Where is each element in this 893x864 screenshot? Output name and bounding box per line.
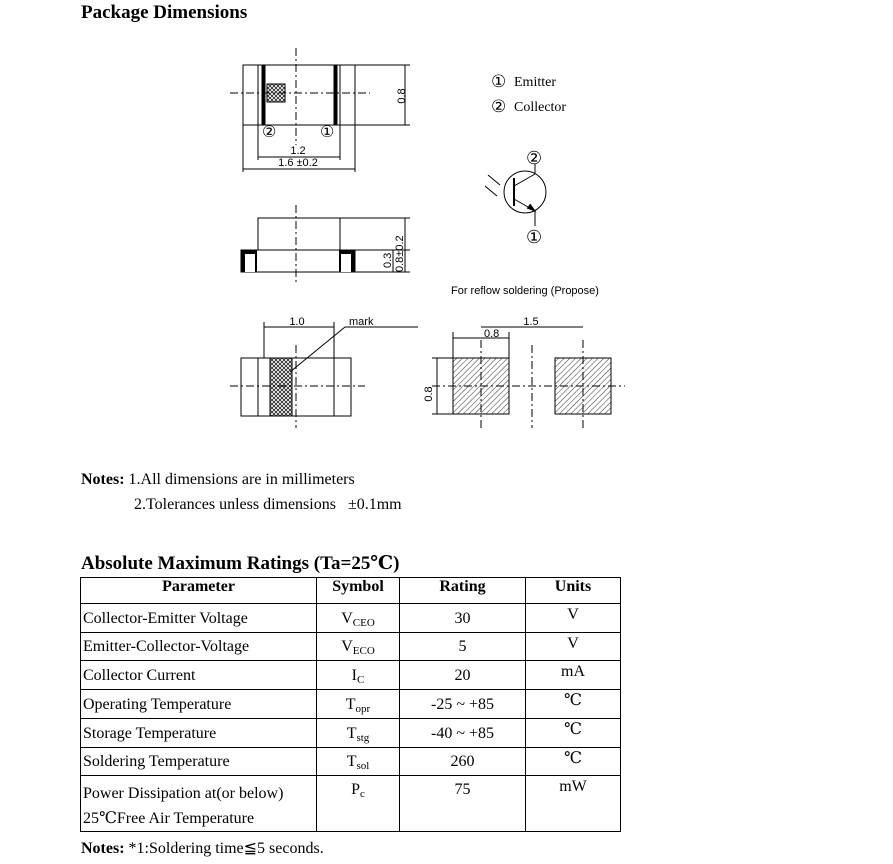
notes-line2: 2.Tolerances unless dimensions ±0.1mm bbox=[134, 496, 402, 513]
row-symbol: VECO bbox=[317, 633, 400, 661]
legend-pin1-num: ① bbox=[491, 72, 507, 91]
symbol-pin2: ② bbox=[526, 148, 543, 168]
pad-pin2: ② bbox=[262, 124, 277, 141]
row-unit: ℃ bbox=[526, 719, 621, 748]
table-row bbox=[81, 633, 621, 661]
dim-08-top: 0.8 bbox=[396, 88, 408, 104]
row-rating: -25 ~ +85 bbox=[400, 690, 526, 719]
notes-line1 bbox=[81, 471, 355, 489]
ratings-title: Absolute Maximum Ratings (Ta=25℃) bbox=[81, 553, 400, 574]
table-header-row bbox=[81, 578, 621, 604]
pad-pin1: ① bbox=[320, 124, 335, 141]
table-row bbox=[81, 719, 621, 748]
legend-pin1-label: Emitter bbox=[514, 75, 556, 90]
table-row bbox=[81, 748, 621, 776]
footnote-label: Notes: bbox=[81, 840, 125, 857]
row-param: Collector-Emitter Voltage bbox=[81, 604, 317, 633]
row-unit: mA bbox=[526, 661, 621, 690]
top-view-body bbox=[243, 65, 355, 125]
table-row bbox=[81, 776, 621, 832]
row-param: Operating Temperature bbox=[81, 690, 317, 719]
package-dimensions-title: Package Dimensions bbox=[81, 2, 248, 23]
row-param: Storage Temperature bbox=[81, 719, 317, 748]
table-row bbox=[81, 661, 621, 690]
dim-12: 1.2 bbox=[290, 145, 306, 157]
dim-side-08: 0.8±0.2 bbox=[394, 235, 406, 272]
footnote-text: *1:Soldering time≦5 seconds. bbox=[124, 840, 324, 857]
row-param: Power Dissipation at(or below) 25℃Free Air Temperature bbox=[81, 776, 317, 832]
dim-10: 1.0 bbox=[289, 316, 305, 328]
row-rating: 30 bbox=[400, 604, 526, 633]
dim-pad-15: 1.5 bbox=[523, 316, 539, 328]
table-row bbox=[81, 690, 621, 719]
dim-08-bottom: 0.8 bbox=[423, 386, 435, 402]
table-row bbox=[81, 604, 621, 633]
row-symbol: Tsol bbox=[317, 748, 400, 776]
dim-pad-08: 0.8 bbox=[484, 328, 500, 340]
row-unit: V bbox=[526, 633, 621, 661]
header-rating: Rating bbox=[400, 578, 526, 604]
dim-side-03: 0.3 bbox=[382, 252, 394, 268]
legend-pin2-label: Collector bbox=[514, 100, 567, 115]
header-parameter: Parameter bbox=[81, 578, 317, 604]
row-unit: ℃ bbox=[526, 748, 621, 776]
row-rating: 75 bbox=[400, 776, 526, 832]
row-symbol: Topr bbox=[317, 690, 400, 719]
notes-text1: 1.All dimensions are in millimeters bbox=[128, 471, 355, 488]
row-unit: V bbox=[526, 604, 621, 633]
row-rating: 260 bbox=[400, 748, 526, 776]
header-symbol: Symbol bbox=[317, 578, 400, 604]
row-rating: 5 bbox=[400, 633, 526, 661]
row-unit: mW bbox=[526, 776, 621, 832]
footnote bbox=[81, 838, 324, 858]
mark-label: mark bbox=[349, 316, 374, 328]
row-param: Collector Current bbox=[81, 661, 317, 690]
row-symbol: Tstg bbox=[317, 719, 400, 748]
row-unit: ℃ bbox=[526, 690, 621, 719]
symbol-pin1: ① bbox=[526, 227, 543, 247]
row-symbol: IC bbox=[317, 661, 400, 690]
notes-label: Notes: bbox=[81, 471, 125, 488]
row-param: Emitter-Collector-Voltage bbox=[81, 633, 317, 661]
row-param: Soldering Temperature bbox=[81, 748, 317, 776]
header-units: Units bbox=[526, 578, 621, 604]
row-rating: 20 bbox=[400, 661, 526, 690]
dim-16: 1.6 ±0.2 bbox=[278, 157, 318, 169]
row-rating: -40 ~ +85 bbox=[400, 719, 526, 748]
reflow-label: For reflow soldering (Propose) bbox=[451, 285, 599, 297]
row-symbol: VCEO bbox=[317, 604, 400, 633]
ratings-table bbox=[80, 577, 621, 832]
legend-pin2-num: ② bbox=[491, 97, 507, 116]
row-symbol: Pc bbox=[317, 776, 400, 832]
